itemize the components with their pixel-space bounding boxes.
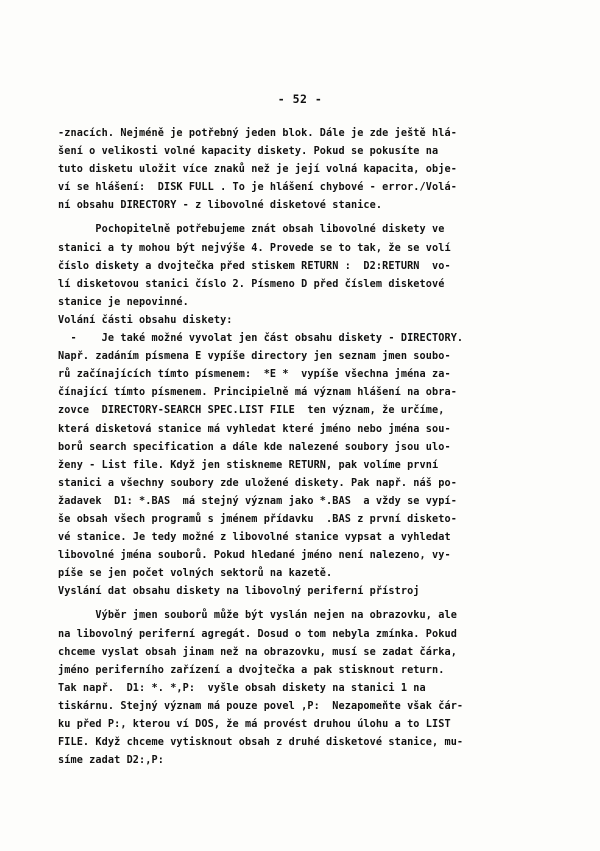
text-line: stanici a všechny soubory zde uložené diskety. Pak např. náš po- xyxy=(58,477,457,489)
text-line: číslo diskety a dvojtečka před stiskem RETURN : D2:RETURN vo- xyxy=(58,260,451,272)
text-line: FILE. Když chceme vytisknout obsah z druhé disketové stanice, mu- xyxy=(58,737,464,749)
text-line: ví se hlášení: DISK FULL . To je hlášení chybové - error./Volá- xyxy=(58,182,457,194)
text-line: píše se jen počet volných sektorů na kazetě. xyxy=(58,568,333,580)
text-line: na libovolný periferní agregát. Dosud o tom nebyla zmínka. Pokud xyxy=(58,628,457,640)
text-line: zovce DIRECTORY-SEARCH SPEC.LIST FILE ten význam, že určíme, xyxy=(58,405,445,417)
text-line: tuto disketu uložit více znaků než je její volná kapacita, obje- xyxy=(58,164,457,176)
text-line: která disketová stanice má vyhledat které jméno nebo jména sou- xyxy=(58,423,451,435)
text-line: borů search specification a dále kde nalezené soubory jsou ulo- xyxy=(58,441,451,453)
text-line: ku před P:, kterou ví DOS, že má provést druhou úlohu a to LIST xyxy=(58,719,451,730)
text-line: Pochopitelně potřebujeme znát obsah libovolné diskety ve xyxy=(58,224,445,236)
text-line: rů začínajících tímto písmenem: *E * vypíše všechna jména za- xyxy=(58,369,451,381)
text-line: žadavek D1: *.BAS má stejný význam jako *.BAS a vždy se vypí- xyxy=(58,495,457,507)
text-line: síme zadat D2:,P: xyxy=(58,755,164,767)
text-line: jméno periferního zařízení a dvojtečka a pak stisknout return. xyxy=(58,664,445,676)
body-text xyxy=(58,125,528,770)
text-line: lí disketovou stanici číslo 2. Písmeno D před číslem disketové xyxy=(58,278,445,290)
text-line: Tak např. D1: *. *,P: vyšle obsah diskety na stanici 1 na xyxy=(58,682,426,694)
text-line: Výběr jmen souborů může být vyslán nejen na obrazovku, ale xyxy=(58,610,457,622)
text-line: chceme vyslat obsah jinam než na obrazovku, musí se zadat čárka, xyxy=(58,646,457,658)
page-number: - 52 - xyxy=(277,92,323,106)
text-line: - Je také možné vyvolat jen část obsahu diskety - DIRECTORY. xyxy=(58,333,464,345)
text-line: ženy - List file. Když jen stiskneme RETURN, pak volíme první xyxy=(58,459,439,471)
text-line: čínající tímto písmenem. Principielně má význam hlášení na obra- xyxy=(58,387,457,399)
text-line: ní obsahu DIRECTORY - z libovolné disketové stanice. xyxy=(58,200,383,212)
text-line: libovolné jména souborů. Pokud hledané jméno není nalezeno, vy- xyxy=(58,550,451,562)
text-line: -znacích. Nejméně je potřebný jeden blok. Dále je zde ještě hlá- xyxy=(58,128,457,139)
text-line: Např. zadáním písmena E vypíše directory jen seznam jmen soubo- xyxy=(58,351,451,363)
text-line: stanice je nepovinné. xyxy=(58,296,189,308)
text-line: še obsah všech programů s jménem přídavku .BAS z první disketo- xyxy=(58,513,457,525)
text-line: tiskárnu. Stejný význam má pouze povel ,P: Nezapomeňte však čár- xyxy=(58,700,464,712)
text-line: šení o velikosti volné kapacity diskety. Pokud se pokusíte na xyxy=(58,146,439,158)
text-line: Volání části obsahu diskety: xyxy=(58,314,233,326)
text-line: stanici a ty mohou být nejvýše 4. Provede se to tak, že se volí xyxy=(58,242,451,254)
text-line: vé stanice. Je tedy možné z libovolné stanice vypsat a vyhledat xyxy=(58,532,451,544)
text-line: Vyslání dat obsahu diskety na libovolný periferní přístroj xyxy=(58,586,420,598)
